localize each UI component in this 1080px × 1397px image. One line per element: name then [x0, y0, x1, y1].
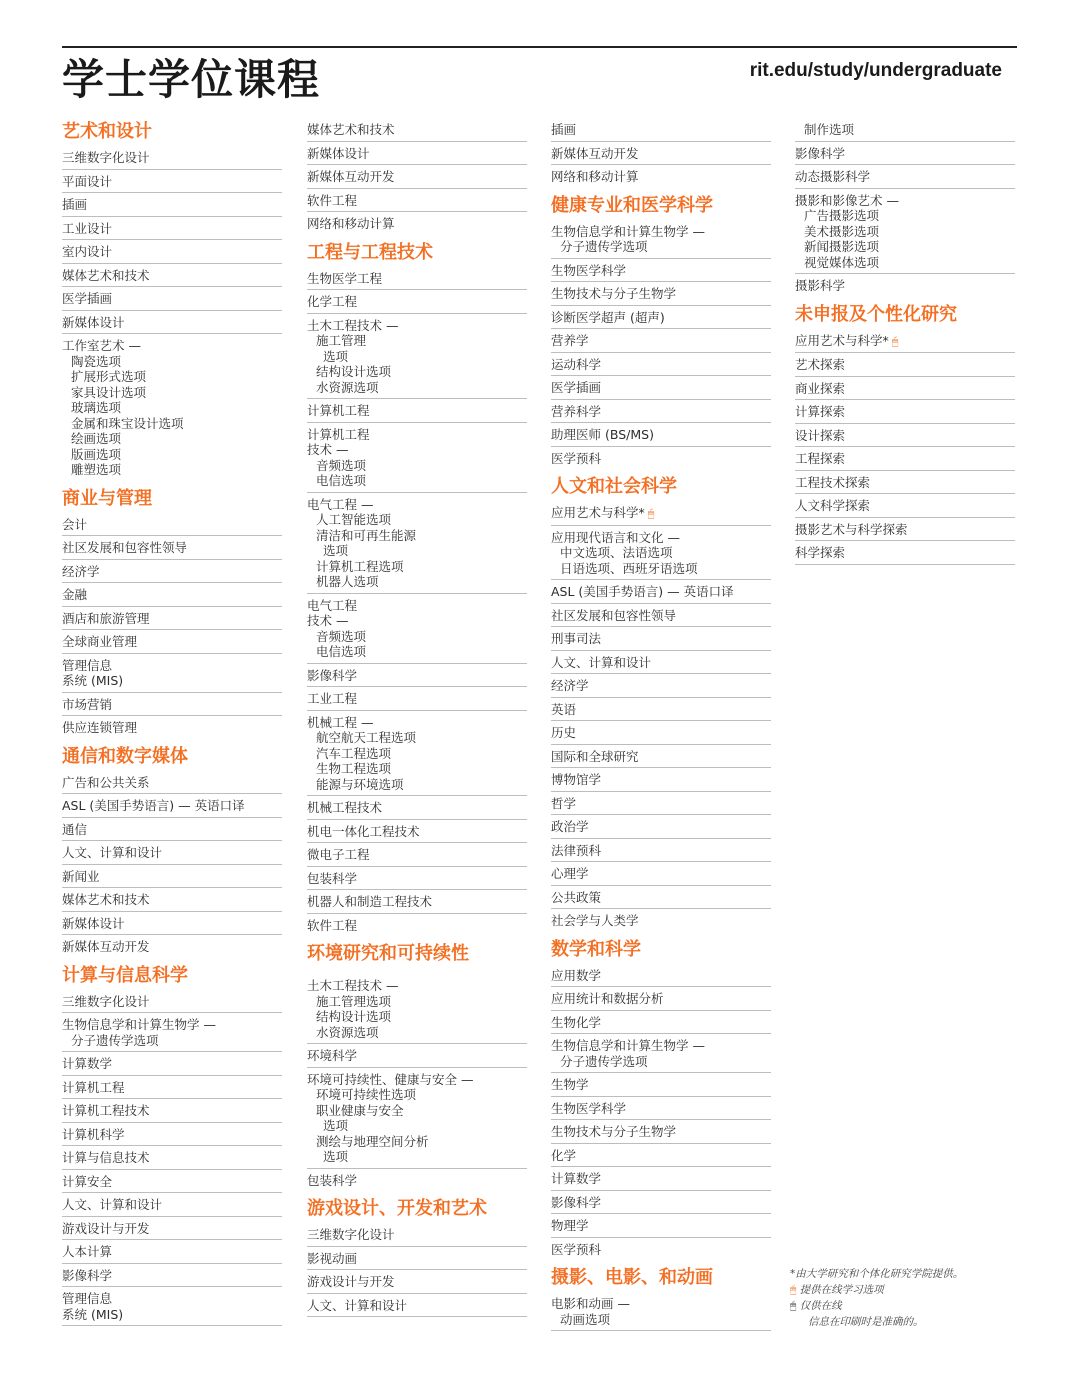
mouse-outline-icon: 🖱 — [647, 507, 655, 520]
program-item — [551, 526, 771, 581]
top-rule — [62, 46, 1017, 48]
program-item — [307, 314, 527, 400]
column-4 — [795, 118, 1015, 565]
column-1 — [62, 118, 282, 1326]
program-item — [62, 654, 282, 693]
program-item: 新媒体互动开发 — [551, 142, 771, 166]
program-item: 应用统计和数据分析 — [551, 987, 771, 1011]
option-label: 水资源选项 — [316, 379, 379, 395]
program-item: 医学预科 — [551, 450, 602, 466]
option-label: 航空航天工程选项 — [316, 730, 417, 745]
program-item: 酒店和旅游管理 — [62, 607, 282, 631]
program-label: 管理信息 — [62, 657, 113, 673]
program-item: 心理学 — [551, 862, 771, 886]
section-heading: 商业与管理 — [62, 487, 152, 509]
program-label: 系统 (MIS) — [62, 1306, 124, 1322]
program-label: 土木工程技术 — — [307, 317, 399, 333]
section-heading: 人文和社会科学 — [551, 476, 677, 497]
program-item: 生物技术与分子生物学 — [551, 1120, 771, 1144]
option-label: 绘画选项 — [71, 431, 122, 446]
footnote-online-option — [790, 1282, 1030, 1298]
program-item: 摄影科学 — [795, 278, 846, 293]
program-item: 营养学 — [551, 329, 771, 353]
program-item: 平面设计 — [62, 170, 282, 194]
program-item: 人文、计算和设计 — [62, 1193, 282, 1217]
program-item: 工业设计 — [62, 217, 282, 241]
program-label: 生物信息学和计算生物学 — — [551, 1038, 705, 1053]
program-item: 三维数字化设计 — [62, 990, 282, 1014]
program-item — [551, 1034, 771, 1073]
program-item: 环境科学 — [307, 1044, 527, 1068]
program-item: 计算数学 — [551, 1167, 771, 1191]
program-item: 社会学与人类学 — [551, 913, 639, 928]
program-item: 影像科学 — [307, 664, 527, 688]
option-label: 陶瓷选项 — [71, 353, 122, 369]
program-item — [62, 334, 282, 481]
program-item: 生物医学科学 — [551, 259, 771, 283]
program-item: 通信 — [62, 818, 282, 842]
program-item: 生物学 — [551, 1073, 771, 1097]
program-item: 媒体艺术和技术 — [62, 264, 282, 288]
program-item — [307, 594, 527, 664]
program-item: 包装科学 — [307, 1172, 358, 1188]
program-item: 软件工程 — [307, 189, 527, 213]
program-item: 生物医学科学 — [551, 1097, 771, 1121]
program-item: 人文、计算和设计 — [307, 1294, 527, 1318]
program-item: 人文科学探索 — [795, 494, 1015, 518]
program-item: 人文、计算和设计 — [62, 841, 282, 865]
option-label: 动画选项 — [560, 1311, 611, 1327]
program-item: 影视动画 — [307, 1247, 527, 1271]
footnote-text: 提供在线学习选项 — [799, 1284, 884, 1296]
program-item: 工程探索 — [795, 447, 1015, 471]
program-item: 游戏设计与开发 — [307, 1270, 527, 1294]
program-item: 机器人和制造工程技术 — [307, 890, 527, 914]
program-item: 生物医学工程 — [307, 267, 527, 291]
program-label: 应用现代语言和文化 — — [551, 529, 680, 545]
program-item — [307, 974, 527, 1044]
program-item: ASL (美国手势语言) — 英语口译 — [551, 580, 771, 604]
program-item: 摄影艺术与科学探索 — [795, 518, 1015, 542]
program-item: 公共政策 — [551, 886, 771, 910]
program-item: 博物馆学 — [551, 768, 771, 792]
program-item: 计算数学 — [62, 1052, 282, 1076]
page-url[interactable]: rit.edu/study/undergraduate — [749, 60, 1002, 81]
option-label: 汽车工程选项 — [316, 745, 392, 761]
program-item: 机电一体化工程技术 — [307, 820, 527, 844]
program-item: 供应连锁管理 — [62, 720, 138, 735]
option-label: 分子遗传学选项 — [71, 1032, 159, 1048]
option-label: 选项 — [323, 1149, 349, 1164]
program-item: 室内设计 — [62, 240, 282, 264]
program-item: 计算与信息技术 — [62, 1146, 282, 1170]
section-heading: 工程与工程技术 — [307, 241, 433, 263]
program-item: 法律预科 — [551, 839, 771, 863]
program-item — [307, 423, 527, 493]
mouse-filled-icon: 🖱 — [790, 1300, 797, 1312]
section-heading: 未申报及个性化研究 — [795, 303, 957, 325]
program-label: 工作室艺术 — — [62, 338, 141, 353]
program-item: 会计 — [62, 513, 282, 537]
program-item: 工业工程 — [307, 687, 527, 711]
program-item: 微电子工程 — [307, 843, 527, 867]
program-item: 新媒体设计 — [62, 311, 282, 335]
footnote-asterisk: *由大学研究和个体化研究学院提供。 — [790, 1268, 964, 1280]
section-heading: 摄影、电影、和动画 — [551, 1267, 713, 1288]
option-label: 玻璃选项 — [71, 400, 122, 415]
program-item: 新媒体设计 — [62, 912, 282, 936]
program-item: 生物化学 — [551, 1011, 771, 1035]
option-label: 日语选项、西班牙语选项 — [560, 560, 698, 576]
option-label: 结构设计选项 — [316, 1009, 392, 1024]
program-item: 医学插画 — [62, 287, 282, 311]
program-item: 助理医师 (BS/MS) — [551, 423, 771, 447]
program-item: 诊断医学超声 (超声) — [551, 306, 771, 330]
program-item — [795, 118, 1015, 142]
option-label: 分子遗传学选项 — [560, 1053, 648, 1069]
mouse-outline-icon: 🖱 — [891, 334, 899, 348]
option-label: 金属和珠宝设计选项 — [71, 415, 184, 431]
section-heading: 健康专业和医学科学 — [551, 194, 713, 216]
footnote-online-only — [790, 1298, 1030, 1314]
program-item — [795, 189, 1015, 275]
program-label: 生物信息学和计算生物学 — — [551, 223, 705, 239]
option-label: 雕塑选项 — [71, 462, 122, 477]
program-item: 国际和全球研究 — [551, 745, 771, 769]
program-item: 经济学 — [551, 674, 771, 698]
program-item — [795, 329, 1015, 354]
option-label: 家具设计选项 — [71, 384, 147, 400]
program-item — [551, 220, 771, 259]
program-label: 技术 — — [307, 442, 349, 457]
program-item — [62, 1013, 282, 1052]
footnotes — [790, 1266, 1030, 1330]
option-label: 结构设计选项 — [316, 364, 392, 379]
program-item: 新闻业 — [62, 865, 282, 889]
program-item: 计算机科学 — [62, 1123, 282, 1147]
program-item: 新媒体设计 — [307, 142, 527, 166]
program-item: 金融 — [62, 583, 282, 607]
program-item — [62, 1287, 282, 1326]
program-item: 化学 — [551, 1144, 771, 1168]
program-item: 物理学 — [551, 1214, 771, 1238]
section-heading: 游戏设计、开发和艺术 — [307, 1198, 487, 1219]
option-label: 水资源选项 — [316, 1024, 379, 1040]
program-item: 媒体艺术和技术 — [307, 118, 527, 142]
option-label: 机器人选项 — [316, 574, 379, 589]
option-label: 音频选项 — [316, 628, 367, 644]
program-item: 计算机工程 — [307, 399, 527, 423]
program-item: 人文、计算和设计 — [551, 651, 771, 675]
program-item: 计算机工程 — [62, 1076, 282, 1100]
program-label: 电影和动画 — — [551, 1296, 630, 1311]
column-2 — [307, 118, 527, 1317]
program-item: 媒体艺术和技术 — [62, 888, 282, 912]
program-item: 设计探索 — [795, 424, 1015, 448]
option-label: 职业健康与安全 — [316, 1102, 404, 1118]
program-item: 经济学 — [62, 560, 282, 584]
program-item — [307, 1068, 527, 1169]
program-item: 营养科学 — [551, 400, 771, 424]
program-item: 科学探索 — [795, 541, 1015, 565]
program-item: 包装科学 — [307, 867, 527, 891]
program-label: 管理信息 — [62, 1291, 113, 1306]
program-item: ASL (美国手势语言) — 英语口译 — [62, 794, 282, 818]
program-item: 社区发展和包容性领导 — [551, 604, 771, 628]
program-item: 影像科学 — [795, 142, 1015, 166]
program-item: 生物技术与分子生物学 — [551, 282, 771, 306]
program-item: 市场营销 — [62, 693, 282, 717]
option-label: 电信选项 — [316, 473, 367, 488]
program-item — [551, 501, 771, 526]
option-label: 施工管理选项 — [316, 993, 392, 1009]
program-item: 新媒体互动开发 — [307, 165, 527, 189]
option-label: 生物工程选项 — [316, 761, 392, 776]
section-heading: 数学和科学 — [551, 938, 641, 960]
program-item: 人本计算 — [62, 1240, 282, 1264]
program-label: 电气工程 — — [307, 496, 374, 512]
program-item: 插画 — [551, 118, 771, 142]
program-item: 动态摄影科学 — [795, 165, 1015, 189]
option-label: 电信选项 — [316, 644, 367, 659]
program-label: 系统 (MIS) — [62, 673, 124, 688]
option-label: 美术摄影选项 — [804, 223, 880, 239]
program-item: 计算安全 — [62, 1170, 282, 1194]
program-item: 软件工程 — [307, 917, 358, 933]
program-item: 全球商业管理 — [62, 630, 282, 654]
program-item: 艺术探索 — [795, 353, 1015, 377]
section-heading: 环境研究和可持续性 — [307, 943, 469, 964]
option-label: 人工智能选项 — [316, 512, 392, 527]
program-label: 土木工程技术 — — [307, 978, 399, 993]
program-item: 三维数字化设计 — [307, 1223, 527, 1247]
option-label: 测绘与地理空间分析 — [316, 1133, 429, 1149]
program-item: 化学工程 — [307, 290, 527, 314]
program-item: 历史 — [551, 721, 771, 745]
program-label: 应用艺术与科学* — [551, 505, 645, 520]
program-item: 网络和移动计算 — [307, 216, 395, 231]
program-item: 计算探索 — [795, 400, 1015, 424]
option-label: 施工管理 — [316, 333, 367, 348]
option-label: 制作选项 — [804, 122, 855, 137]
option-label: 选项 — [323, 543, 349, 558]
program-item: 哲学 — [551, 792, 771, 816]
mouse-outline-icon: 🖱 — [790, 1284, 797, 1296]
program-item: 社区发展和包容性领导 — [62, 536, 282, 560]
program-label: 计算机工程 — [307, 426, 370, 442]
program-item: 三维数字化设计 — [62, 146, 282, 170]
page-title: 学士学位课程 — [62, 55, 321, 104]
program-item: 医学预科 — [551, 1241, 602, 1257]
program-label: 生物信息学和计算生物学 — — [62, 1017, 216, 1032]
section-heading: 艺术和设计 — [62, 121, 152, 142]
program-item: 商业探索 — [795, 377, 1015, 401]
program-item: 网络和移动计算 — [551, 169, 639, 184]
option-label: 新闻摄影选项 — [804, 239, 880, 254]
column-3 — [551, 118, 771, 1331]
program-item: 影像科学 — [551, 1191, 771, 1215]
option-label: 选项 — [323, 348, 349, 364]
option-label: 分子遗传学选项 — [560, 239, 648, 254]
program-item: 运动科学 — [551, 353, 771, 377]
option-label: 中文选项、法语选项 — [560, 545, 673, 560]
option-label: 能源与环境选项 — [316, 776, 404, 792]
option-label: 音频选项 — [316, 457, 367, 473]
program-item: 刑事司法 — [551, 627, 771, 651]
program-item — [307, 711, 527, 797]
option-label: 广告摄影选项 — [804, 208, 880, 223]
option-label: 环境可持续性选项 — [316, 1087, 417, 1102]
program-item: 机械工程技术 — [307, 796, 527, 820]
program-item: 游戏设计与开发 — [62, 1217, 282, 1241]
program-item: 医学插画 — [551, 376, 771, 400]
section-heading: 计算与信息科学 — [62, 964, 188, 986]
program-item: 英语 — [551, 698, 771, 722]
program-item: 应用数学 — [551, 964, 771, 988]
footnote-accuracy: 信息在印刷时是准确的。 — [808, 1316, 924, 1328]
program-item: 新媒体互动开发 — [62, 939, 150, 954]
program-item: 政治学 — [551, 815, 771, 839]
program-item: 影像科学 — [62, 1264, 282, 1288]
program-item: 广告和公共关系 — [62, 771, 282, 795]
program-label: 电气工程 — [307, 597, 358, 613]
program-label: 机械工程 — — [307, 714, 374, 730]
option-label: 扩展形式选项 — [71, 369, 147, 384]
program-label: 应用艺术与科学* — [795, 332, 889, 348]
program-label: 环境可持续性、健康与安全 — — [307, 1071, 474, 1087]
option-label: 清洁和可再生能源 — [316, 527, 417, 543]
program-item: 计算机工程技术 — [62, 1099, 282, 1123]
program-label: 技术 — — [307, 613, 349, 628]
section-heading: 通信和数字媒体 — [62, 745, 188, 767]
option-label: 视觉媒体选项 — [804, 254, 880, 270]
program-item: 工程技术探索 — [795, 471, 1015, 495]
program-item — [551, 1292, 771, 1331]
option-label: 选项 — [323, 1118, 349, 1133]
option-label: 计算机工程选项 — [316, 558, 404, 574]
program-item — [307, 493, 527, 594]
program-label: 摄影和影像艺术 — — [795, 192, 899, 208]
option-label: 版画选项 — [71, 446, 122, 462]
program-item: 插画 — [62, 193, 282, 217]
footnote-text: 仅供在线 — [799, 1300, 842, 1312]
